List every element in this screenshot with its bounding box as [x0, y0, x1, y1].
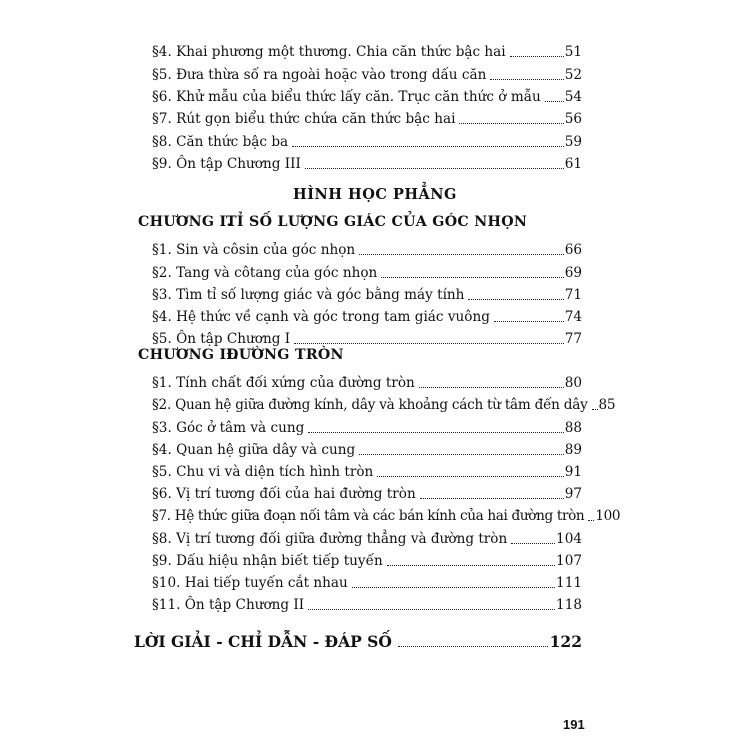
entry-label: §5. Chu vi và diện tích hình tròn — [152, 464, 374, 480]
chapter-heading[interactable] — [138, 347, 344, 363]
dot-leader — [377, 476, 563, 477]
toc-entry[interactable] — [152, 369, 582, 391]
entry-page: 66 — [564, 242, 582, 258]
dot-leader — [359, 254, 563, 255]
chapter-number: CHƯƠNG I. — [138, 214, 232, 230]
dot-leader — [419, 387, 564, 388]
entry-page: 97 — [564, 486, 582, 502]
entry-page: 74 — [564, 309, 582, 325]
toc-entry[interactable] — [152, 281, 582, 303]
entry-page: 104 — [556, 531, 582, 547]
answers-label: LỜI GIẢI - CHỈ DẪN - ĐÁP SỐ — [134, 632, 392, 651]
entry-page: 56 — [564, 111, 582, 127]
dot-leader — [352, 587, 555, 588]
dot-leader — [292, 146, 564, 147]
entry-label: §8. Vị trí tương đối giữa đường thẳng và đường tròn — [152, 531, 508, 547]
section-title: HÌNH HỌC PHẲNG — [293, 186, 457, 203]
dot-leader — [308, 609, 555, 610]
entry-label: §4. Quan hệ giữa dây và cung — [152, 442, 356, 458]
entry-page: 52 — [564, 67, 582, 83]
page-number: 191 — [563, 717, 585, 732]
toc-entry[interactable] — [152, 436, 582, 458]
dot-leader — [387, 565, 555, 566]
entry-label: §2. Quan hệ giữa đường kính, dây và khoảng cách từ tâm đến dây — [152, 397, 588, 413]
entry-label: §8. Căn thức bậc ba — [152, 134, 289, 150]
toc-entry[interactable] — [152, 105, 582, 127]
entry-label: §6. Vị trí tương đối của hai đường tròn — [152, 486, 416, 502]
toc-entry[interactable] — [152, 61, 582, 83]
entry-label: §4. Hệ thức về cạnh và góc trong tam giác vuông — [152, 309, 490, 325]
entry-page: 118 — [556, 597, 582, 613]
entry-label: §11. Ôn tập Chương II — [152, 597, 305, 613]
entry-label: §1. Tính chất đối xứng của đường tròn — [152, 375, 415, 391]
answers-page: 122 — [549, 632, 582, 651]
chapter-title: ĐƯỜNG TRÒN — [226, 347, 344, 363]
chapter-title: TỈ SỐ LƯỢNG GIÁC CỦA GÓC NHỌN — [226, 214, 528, 230]
entry-page: 77 — [564, 331, 582, 347]
toc-entry[interactable] — [152, 83, 582, 105]
toc-entry[interactable] — [152, 525, 582, 547]
dot-leader — [588, 520, 594, 521]
toc-entry[interactable] — [152, 547, 582, 569]
toc-entry[interactable] — [152, 38, 582, 60]
entry-label: §3. Tìm tỉ số lượng giác và góc bằng máy tính — [152, 287, 465, 303]
chapter-heading[interactable] — [138, 214, 527, 230]
toc-entry[interactable] — [152, 259, 582, 281]
entry-label: §2. Tang và côtang của góc nhọn — [152, 265, 378, 281]
entry-page: 71 — [564, 287, 582, 303]
dot-leader — [468, 299, 563, 300]
chapter-number: CHƯƠNG II. — [138, 347, 239, 363]
answers-entry[interactable] — [134, 629, 582, 651]
dot-leader — [381, 277, 563, 278]
entry-page: 91 — [564, 464, 582, 480]
entry-page: 54 — [564, 89, 582, 105]
dot-leader — [459, 123, 563, 124]
entry-label: §9. Ôn tập Chương III — [152, 156, 301, 172]
entry-page: 89 — [564, 442, 582, 458]
entry-page: 80 — [564, 375, 582, 391]
dot-leader — [305, 168, 564, 169]
toc-entry[interactable] — [152, 391, 616, 413]
dot-leader — [510, 56, 564, 57]
toc-entry[interactable] — [152, 591, 582, 613]
entry-label: §4. Khai phương một thương. Chia căn thức bậc hai — [152, 44, 506, 60]
toc-entry[interactable] — [152, 569, 582, 591]
entry-label: §1. Sin và côsin của góc nhọn — [152, 242, 356, 258]
entry-page: 111 — [556, 575, 582, 591]
entry-page: 107 — [556, 553, 582, 569]
toc-entry[interactable] — [152, 325, 582, 347]
dot-leader — [294, 343, 564, 344]
entry-label: §7. Rút gọn biểu thức chứa căn thức bậc hai — [152, 111, 456, 127]
entry-label: §7. Hệ thức giữa đoạn nối tâm và các bán kính của hai đường tròn — [152, 508, 585, 524]
toc-entry[interactable] — [152, 150, 582, 172]
dot-leader — [490, 79, 563, 80]
toc-entry[interactable] — [152, 128, 582, 150]
toc-entry[interactable] — [152, 458, 582, 480]
dot-leader — [545, 101, 564, 102]
dot-leader — [359, 454, 563, 455]
toc-entry[interactable] — [152, 480, 582, 502]
toc-entry[interactable] — [152, 502, 621, 524]
dot-leader — [420, 498, 564, 499]
dot-leader — [592, 409, 598, 410]
toc-entry[interactable] — [152, 303, 582, 325]
entry-label: §10. Hai tiếp tuyến cắt nhau — [152, 575, 348, 591]
entry-page: 51 — [564, 44, 582, 60]
entry-page: 88 — [564, 420, 582, 436]
entry-label: §5. Ôn tập Chương I — [152, 331, 291, 347]
entry-page: 85 — [598, 397, 616, 413]
entry-page: 59 — [564, 134, 582, 150]
dot-leader — [308, 432, 563, 433]
entry-label: §3. Góc ở tâm và cung — [152, 420, 305, 436]
dot-leader — [398, 646, 548, 647]
entry-page: 61 — [564, 156, 582, 172]
toc-entry[interactable] — [152, 236, 582, 258]
entry-page: 100 — [595, 508, 621, 524]
dot-leader — [511, 543, 555, 544]
dot-leader — [494, 321, 564, 322]
entry-label: §5. Đưa thừa số ra ngoài hoặc vào trong dấu căn — [152, 67, 487, 83]
entry-page: 69 — [564, 265, 582, 281]
entry-label: §6. Khử mẫu của biểu thức lấy căn. Trục căn thức ở mẫu — [152, 89, 541, 105]
toc-entry[interactable] — [152, 414, 582, 436]
entry-label: §9. Dấu hiệu nhận biết tiếp tuyến — [152, 553, 383, 569]
